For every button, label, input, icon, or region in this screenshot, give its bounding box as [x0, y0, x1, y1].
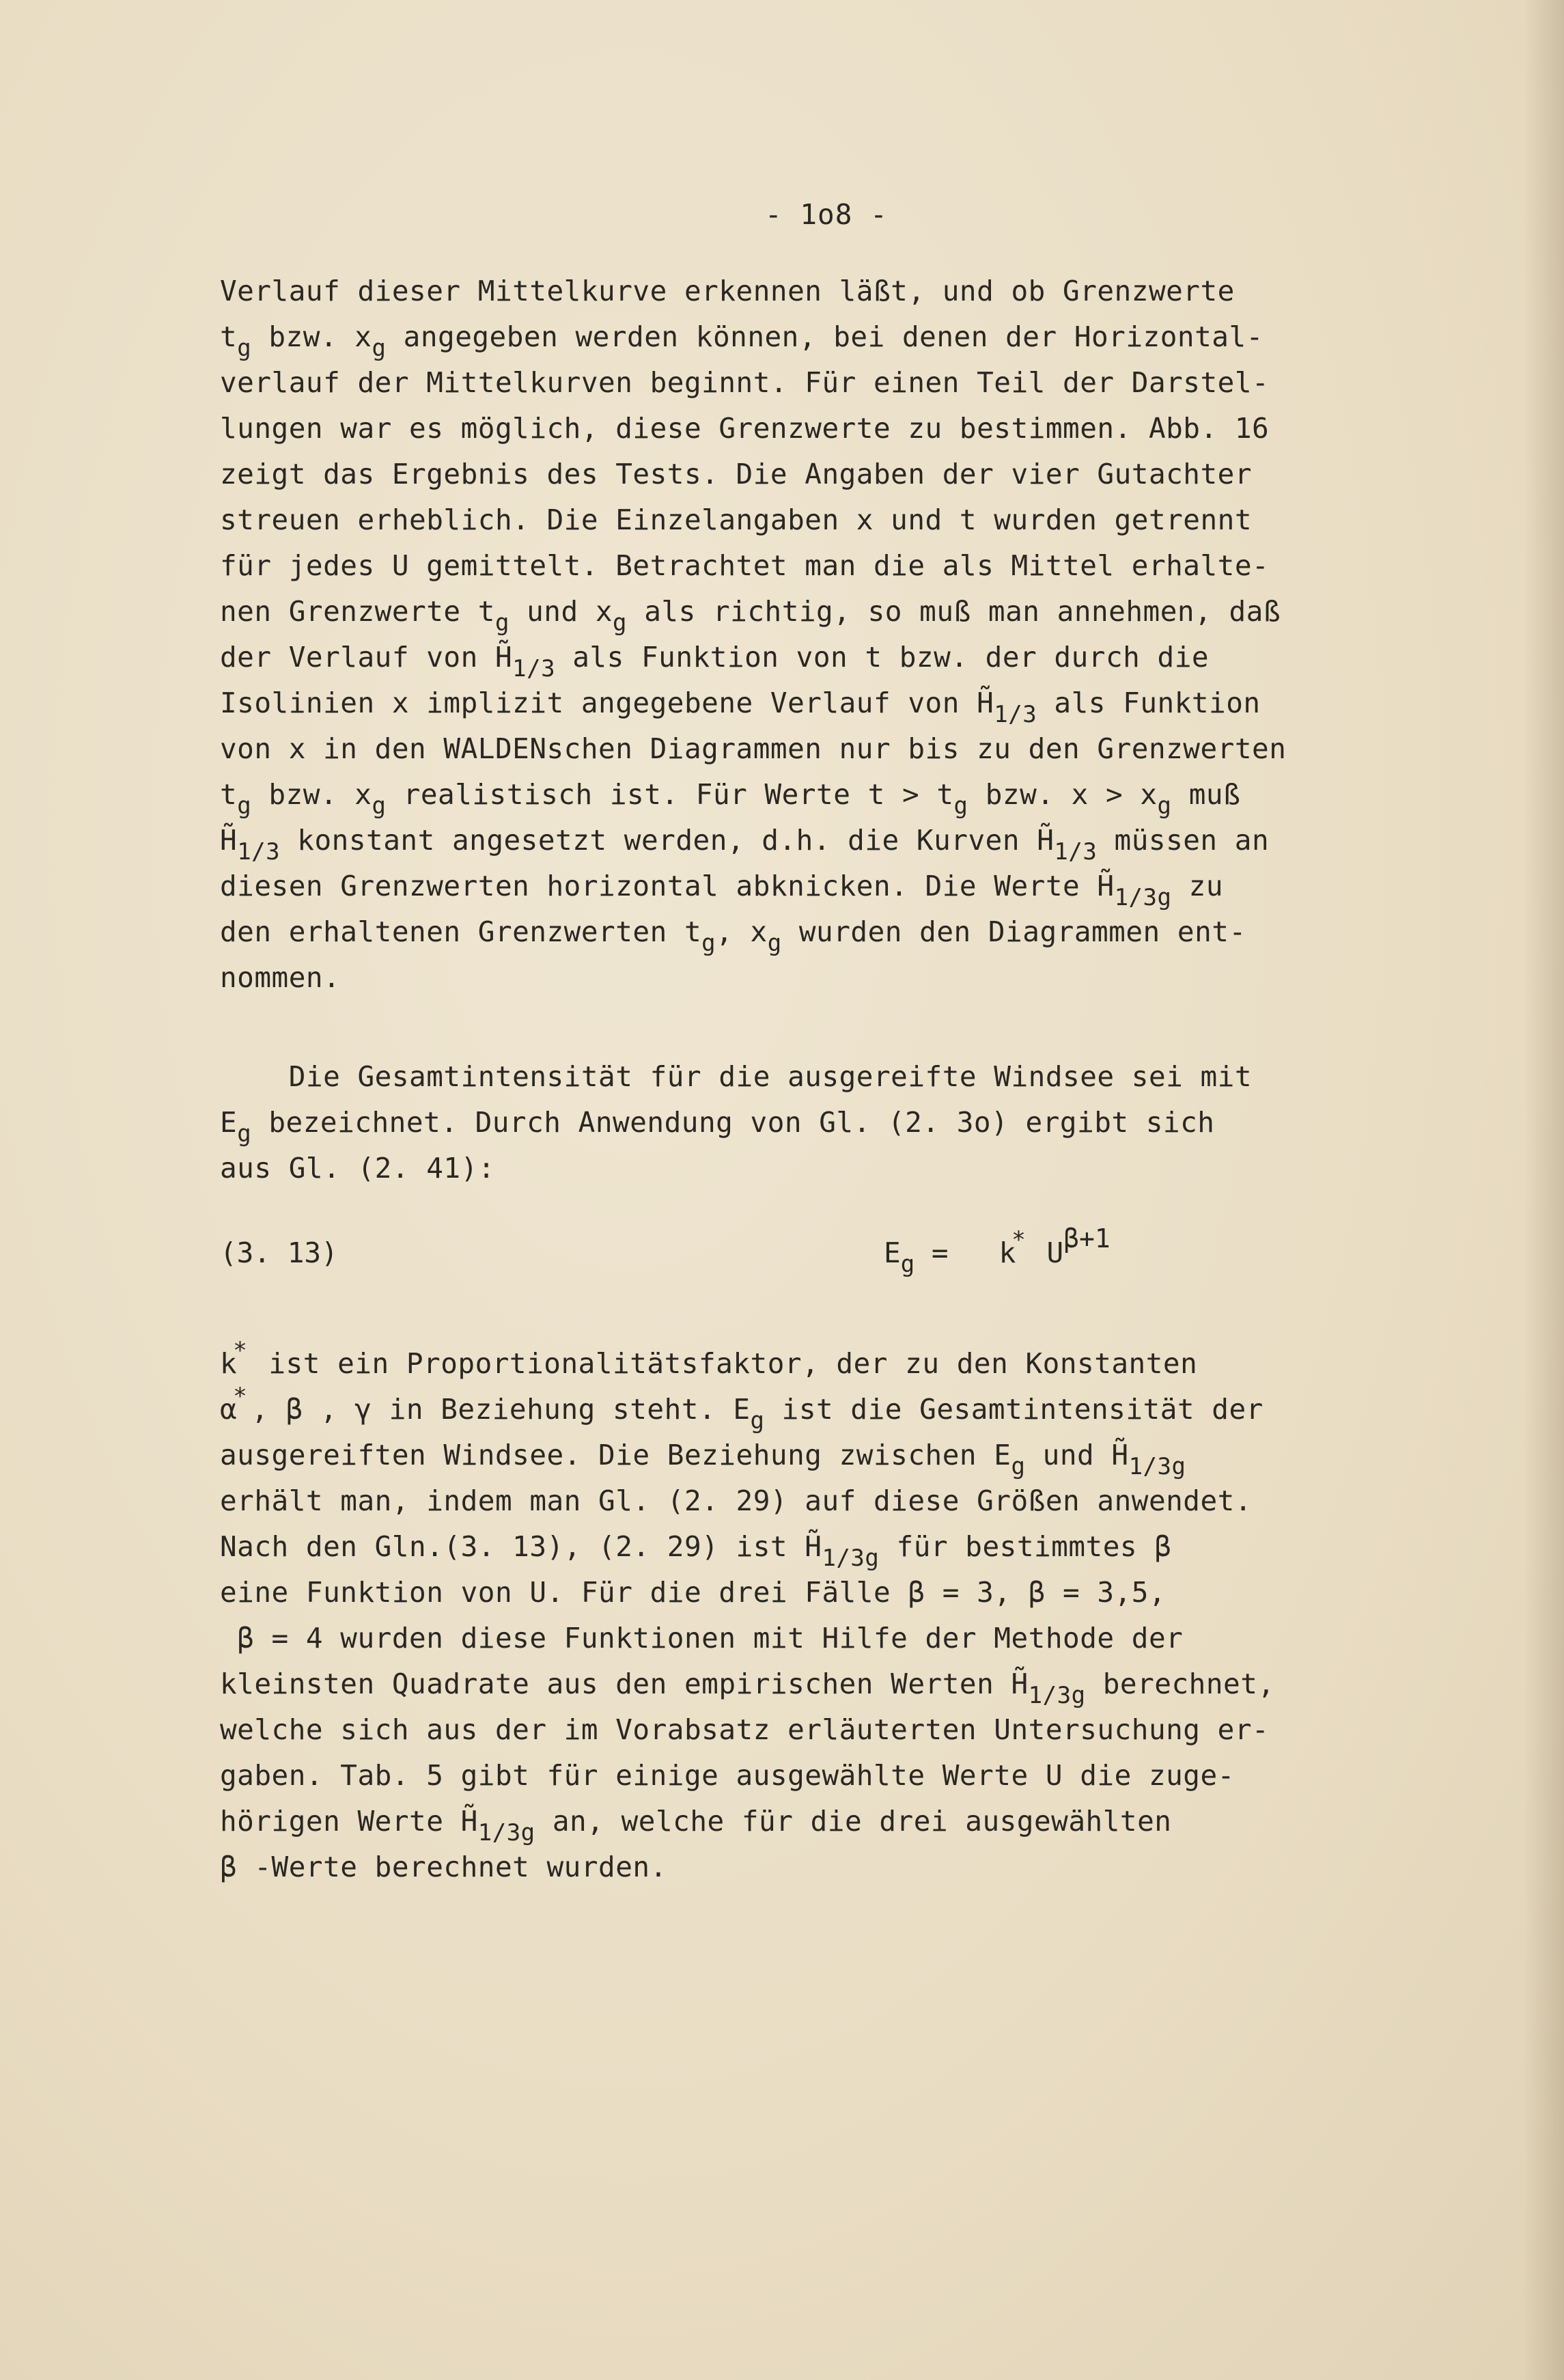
- text-line: α* , β , γ in Beziehung steht. $E_g$ ist die Gesamtintensität der: [220, 1383, 1263, 1435]
- text-line: $t_g$ bzw. $x_g$ angegeben werden können, bei denen der Horizontal-: [220, 320, 1263, 362]
- text-line: ausgereiften Windsee. Die Beziehung zwischen $E_g$ und $H̃_{1/3g}$: [220, 1439, 1186, 1480]
- text-line: kleinsten Quadrate aus den empirischen Werten $H̃_{1/3g}$ berechnet,: [220, 1668, 1275, 1709]
- paragraph-3: [220, 1337, 1395, 1890]
- paragraph-1: [220, 268, 1395, 1001]
- text-line: diesen Grenzwerten horizontal abknicken. Die Werte $H̃_{1/3g}$ zu: [220, 870, 1224, 911]
- text-line: Isolinien x implizit angegebene Verlauf von $H̃_{1/3}$ als Funktion: [220, 687, 1261, 728]
- page-edge-shadow: [1523, 0, 1564, 2380]
- text-line: erhält man, indem man Gl. (2. 29) auf diese Größen anwendet.: [220, 1484, 1253, 1517]
- text-line: aus Gl. (2. 41):: [220, 1152, 495, 1185]
- equation-rhs: k* $U^{\beta+1}$: [999, 1223, 1111, 1269]
- text-line: Verlauf dieser Mittelkurve erkennen läßt, und ob Grenzwerte: [220, 275, 1235, 307]
- equation-formula: [884, 1223, 1111, 1278]
- page-number: - 1o8 -: [765, 198, 888, 231]
- text-line: Nach den Gln.(3. 13), (2. 29) ist $H̃_{1/3g}$ für bestimmtes β: [220, 1530, 1172, 1572]
- text-line: Die Gesamtintensität für die ausgereifte Windsee sei mit: [220, 1060, 1253, 1093]
- text-line: β = 4 wurden diese Funktionen mit Hilfe der Methode der: [220, 1622, 1184, 1655]
- equation-lhs: $E_g$ =: [884, 1236, 949, 1278]
- text-line: nen Grenzwerte $t_g$ und $x_g$ als richtig, so muß man annehmen, daß: [220, 595, 1281, 637]
- text-line: $E_g$ bezeichnet. Durch Anwendung von Gl. (2. 3o) ergibt sich: [220, 1106, 1215, 1148]
- text-line: k* ist ein Proportionalitätsfaktor, der zu den Konstanten: [220, 1337, 1198, 1380]
- text-line: den erhaltenen Grenzwerten $t_g$, $x_g$ wurden den Diagrammen ent-: [220, 915, 1246, 957]
- text-line: β -Werte berechnet wurden.: [220, 1851, 667, 1883]
- text-line: der Verlauf von $H̃_{1/3}$ als Funktion von t bzw. der durch die: [220, 641, 1210, 682]
- text-line: streuen erheblich. Die Einzelangaben x und t wurden getrennt: [220, 503, 1253, 536]
- equation-number: (3. 13): [220, 1236, 338, 1269]
- text-line: zeigt das Ergebnis des Tests. Die Angaben der vier Gutachter: [220, 458, 1253, 490]
- text-line: $H̃_{1/3}$ konstant angesetzt werden, d.h. die Kurven $H̃_{1/3}$ müssen an: [220, 824, 1270, 866]
- text-line: nommen.: [220, 961, 341, 994]
- text-line: von x in den WALDENschen Diagrammen nur bis zu den Grenzwerten: [220, 732, 1287, 765]
- text-line: lungen war es möglich, diese Grenzwerte zu bestimmen. Abb. 16: [220, 412, 1270, 445]
- paragraph-2: [220, 1054, 1395, 1191]
- text-line: hörigen Werte $H̃_{1/3g}$ an, welche für die drei ausgewählten: [220, 1805, 1172, 1846]
- text-line: verlauf der Mittelkurven beginnt. Für einen Teil der Darstel-: [220, 366, 1270, 399]
- text-line: $t_g$ bzw. $x_g$ realistisch ist. Für Werte $t > t_g$ bzw. $x > x_g$ muß: [220, 778, 1241, 820]
- text-line: eine Funktion von U. Für die drei Fälle β = 3, β = 3,5,: [220, 1576, 1167, 1609]
- text-line: welche sich aus der im Vorabsatz erläuterten Untersuchung er-: [220, 1713, 1270, 1746]
- equation-3-13: [220, 1223, 1395, 1298]
- text-line: für jedes U gemittelt. Betrachtet man die als Mittel erhalte-: [220, 549, 1270, 582]
- text-line: gaben. Tab. 5 gibt für einige ausgewählte Werte U die zuge-: [220, 1759, 1235, 1792]
